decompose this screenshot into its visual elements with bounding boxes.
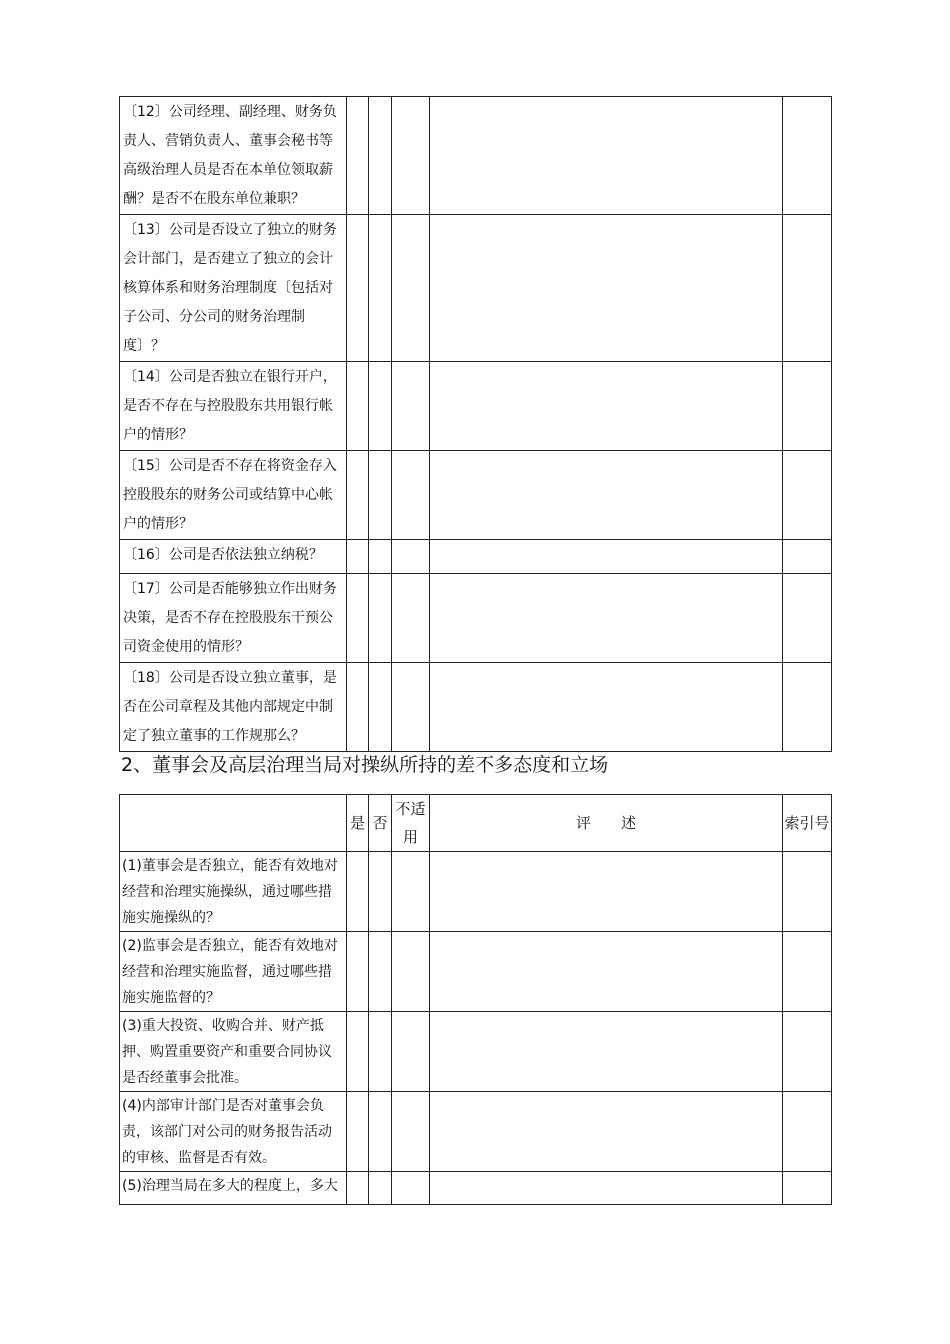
yes-cell xyxy=(347,451,369,540)
no-cell xyxy=(369,97,392,215)
yes-cell xyxy=(347,540,369,574)
yes-cell xyxy=(347,852,369,932)
no-cell xyxy=(369,852,392,932)
header-no: 否 xyxy=(369,795,392,852)
no-cell xyxy=(369,1012,392,1092)
na-cell xyxy=(392,362,430,451)
comment-cell xyxy=(430,451,783,540)
yes-cell xyxy=(347,1092,369,1172)
header-question-cell xyxy=(120,795,347,852)
no-cell xyxy=(369,540,392,574)
question-cell: (2)监事会是否独立，能否有效地对经营和治理实施监督，通过哪些措施实施监督的？ xyxy=(120,932,347,1012)
index-cell xyxy=(783,852,832,932)
table-row xyxy=(120,574,832,663)
no-cell xyxy=(369,663,392,752)
table-row xyxy=(120,932,832,1012)
na-cell xyxy=(392,1012,430,1092)
yes-cell xyxy=(347,97,369,215)
no-cell xyxy=(369,362,392,451)
question-cell: (5)治理当局在多大的程度上，多大 xyxy=(120,1172,347,1205)
yes-cell xyxy=(347,574,369,663)
no-cell xyxy=(369,1092,392,1172)
header-comment: 评 述 xyxy=(430,795,783,852)
yes-cell xyxy=(347,932,369,1012)
no-cell xyxy=(369,574,392,663)
table-row xyxy=(120,540,832,574)
no-cell xyxy=(369,1172,392,1205)
na-cell xyxy=(392,97,430,215)
section-title: 2、董事会及高层治理当局对操纵所持的差不多态度和立场 xyxy=(121,754,609,776)
comment-cell xyxy=(430,663,783,752)
index-cell xyxy=(783,215,832,362)
comment-cell xyxy=(430,362,783,451)
question-cell: 〔13〕公司是否设立了独立的财务会计部门，是否建立了独立的会计核算体系和财务治理制度〔包括对子公司、分公司的财务治理制度〕？ xyxy=(120,215,347,362)
na-cell xyxy=(392,663,430,752)
na-cell xyxy=(392,852,430,932)
yes-cell xyxy=(347,1172,369,1205)
question-cell: 〔14〕公司是否独立在银行开户，是否不存在与控股股东共用银行帐户的情形？ xyxy=(120,362,347,451)
header-na: 不适用 xyxy=(392,795,430,852)
question-cell: (3)重大投资、收购合并、财产抵押、购置重要资产和重要合同协议是否经董事会批准。 xyxy=(120,1012,347,1092)
index-cell xyxy=(783,932,832,1012)
header-row xyxy=(120,795,832,852)
na-cell xyxy=(392,215,430,362)
no-cell xyxy=(369,215,392,362)
comment-cell xyxy=(430,1092,783,1172)
na-cell xyxy=(392,540,430,574)
table-row xyxy=(120,852,832,932)
index-cell xyxy=(783,1172,832,1205)
question-cell: 〔18〕公司是否设立独立董事，是否在公司章程及其他内部规定中制定了独立董事的工作规那么？ xyxy=(120,663,347,752)
question-cell: 〔16〕公司是否依法独立纳税？ xyxy=(120,540,347,574)
question-cell: (1)董事会是否独立，能否有效地对经营和治理实施操纵，通过哪些措施实施操纵的？ xyxy=(120,852,347,932)
table-row xyxy=(120,1012,832,1092)
header-index: 索引号 xyxy=(783,795,832,852)
comment-cell xyxy=(430,540,783,574)
no-cell xyxy=(369,451,392,540)
na-cell xyxy=(392,574,430,663)
na-cell xyxy=(392,451,430,540)
table-row xyxy=(120,1172,832,1205)
yes-cell xyxy=(347,663,369,752)
index-cell xyxy=(783,97,832,215)
table-row xyxy=(120,1092,832,1172)
table-row xyxy=(120,97,832,215)
no-cell xyxy=(369,932,392,1012)
question-cell: 〔12〕公司经理、副经理、财务负责人、营销负责人、董事会秘书等高级治理人员是否在本单位领取薪酬？是否不在股东单位兼职？ xyxy=(120,97,347,215)
question-cell: (4)内部审计部门是否对董事会负责，该部门对公司的财务报告活动的审核、监督是否有效。 xyxy=(120,1092,347,1172)
table-row xyxy=(120,451,832,540)
index-cell xyxy=(783,1092,832,1172)
comment-cell xyxy=(430,215,783,362)
checklist-table-1 xyxy=(119,96,832,752)
index-cell xyxy=(783,574,832,663)
na-cell xyxy=(392,1172,430,1205)
yes-cell xyxy=(347,215,369,362)
index-cell xyxy=(783,540,832,574)
question-cell: 〔17〕公司是否能够独立作出财务决策，是否不存在控股股东干预公司资金使用的情形？ xyxy=(120,574,347,663)
na-cell xyxy=(392,932,430,1012)
comment-cell xyxy=(430,97,783,215)
comment-cell xyxy=(430,1012,783,1092)
yes-cell xyxy=(347,1012,369,1092)
comment-cell xyxy=(430,932,783,1012)
comment-cell xyxy=(430,574,783,663)
index-cell xyxy=(783,663,832,752)
checklist-table-2 xyxy=(119,794,832,1205)
question-cell: 〔15〕公司是否不存在将资金存入控股股东的财务公司或结算中心帐户的情形？ xyxy=(120,451,347,540)
table-row xyxy=(120,663,832,752)
na-cell xyxy=(392,1092,430,1172)
comment-cell xyxy=(430,852,783,932)
index-cell xyxy=(783,451,832,540)
yes-cell xyxy=(347,362,369,451)
comment-cell xyxy=(430,1172,783,1205)
index-cell xyxy=(783,362,832,451)
header-yes: 是 xyxy=(347,795,369,852)
table-row xyxy=(120,362,832,451)
table-row xyxy=(120,215,832,362)
index-cell xyxy=(783,1012,832,1092)
